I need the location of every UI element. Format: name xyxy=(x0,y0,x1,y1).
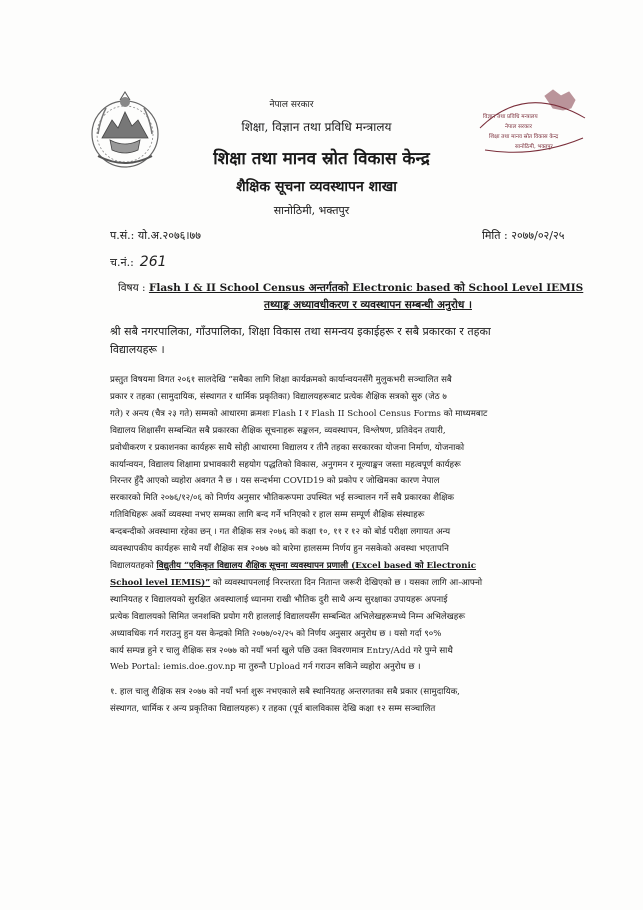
seal-text-mid: नेपाल सरकार xyxy=(505,124,532,130)
dispatch-number xyxy=(110,254,167,270)
body-text: विद्यालयतहको xyxy=(110,560,157,571)
body-line: Web Portal: iemis.doe.gov.np मा तुरुन्तै Upload गर्न गराउन सकिने व्यहोरा अनुरोध छ । xyxy=(110,662,421,673)
body-line: प्रत्येक विद्यालयको सिमित जनशक्ति प्रयोग गरी हाललाई विद्यालयसँग सम्बन्धित अभिलेखहरूमध्ये निम्न अभिलेखहरू xyxy=(110,611,465,622)
subject-text-1: Flash I & II School Census अन्तर्गतको Electronic based को School Level IEMIS xyxy=(148,282,584,294)
section-name: शैक्षिक सूचना व्यवस्थापन शाखा xyxy=(236,179,397,195)
letter-date: मिति : २०७७/०२/२५ xyxy=(482,229,565,242)
ministry-name: शिक्षा, विज्ञान तथा प्रविधि मन्त्रालय xyxy=(241,120,392,134)
body-line: कार्यान्वयन, विद्यालय शिक्षामा प्रभावकारी सहयोग पद्धतिको विकास, अनुगमन र मूल्याङ्कन जस्ता महत्वपूर्ण कार्यहरू xyxy=(110,459,461,470)
government-name: नेपाल सरकार xyxy=(269,100,314,110)
list-item-1 xyxy=(110,684,598,718)
body-line: सरकारको मिति २०७६/१२/०६ को निर्णय अनुसार भौतिकरूपमा उपस्थित भई सञ्चालन गर्ने सबै प्रकारका शैक्षिक xyxy=(110,493,454,504)
list-item-line: संस्थागत, धार्मिक र अन्य प्रकृतिका विद्यालयहरू) र तहका (पूर्व बालविकास देखि कक्षा १२ सम्म सञ्चालित xyxy=(110,703,436,714)
seal-text-bottom: शिक्षा तथा मानव स्रोत विकास केन्द्र xyxy=(489,134,559,140)
reference-number: प.सं.: यो.अ.२०७६।७७ xyxy=(110,229,201,242)
body-line: गते) र अन्त्य (चैत्र २३ गते) सम्मको आधारमा क्रमशः Flash I र Flash II School Census Forms को माध्यमबाट xyxy=(110,408,488,419)
office-location: सानोठिमी, भक्तपुर xyxy=(273,204,350,217)
office-seal-stamp xyxy=(475,88,590,158)
body-line: प्रकार र तहका (सामुदायिक, संस्थागत र धार्मिक प्रकृतिका) विद्यालयहरूबाट प्रत्येक शैक्षिक सत्रको सुरु (जेठ ७ xyxy=(110,391,447,402)
body-line: कार्य सम्पन्न हुने र चालु शैक्षिक सत्र २०७७ को नयाँ भर्ना खुले पछि उक्त विवरणमात्र Entry/Add गरे पुग्ने साथै xyxy=(110,645,453,656)
body-line xyxy=(110,558,598,575)
body-line: विद्यालय शिक्षासँग सम्बन्धित सबै प्रकारका शैक्षिक सूचनाहरू सङ्कलन, व्यवस्थापन, विश्लेषण, प्रतिवेदन तयारी, xyxy=(110,425,446,436)
dispatch-label: च.नं.: xyxy=(110,256,134,269)
subject-text-2: तथ्याङ्क अध्यावधीकरण र व्यवस्थापन सम्बन्धी अनुरोध । xyxy=(264,299,472,311)
dispatch-number-handwritten: 261 xyxy=(139,254,167,270)
body-line xyxy=(110,575,598,592)
seal-text-top: विज्ञान तथा प्रविधि मन्त्रालय xyxy=(483,114,538,120)
body-text: को व्यवस्थापनलाई निरन्तरता दिन नितान्त जरूरी देखिएको छ । यसका लागि आ-आफ्नो xyxy=(210,577,483,588)
body-line: व्यवस्थापकीय कार्यहरू साथै नयाँ शैक्षिक सत्र २०७७ को बारेमा हालसम्म निर्णय हुन नसकेको अवस्था भएतापनि xyxy=(110,544,449,555)
system-name-emphasis: विद्युतीय “एकिकृत विद्यालय शैक्षिक सूचना व्यवस्थापन प्रणाली (Excel based को Electronic xyxy=(156,560,477,571)
body-line: प्रवोधीकरण र प्रकाशनका कार्यहरू साथै सोही आधारमा विद्यालय र तीनै तहका सरकारका योजना निर्माण, योजनाको xyxy=(110,442,465,453)
body-line: स्थानियतह र विद्यालयको सुरक्षित अवस्थालाई ध्यानमा राखी भौतिक दुरी साथै अन्य सुरक्षाका उपायहरू अपनाई xyxy=(110,594,448,605)
body-paragraph xyxy=(110,372,598,676)
center-name: शिक्षा तथा मानव स्रोत विकास केन्द्र xyxy=(213,149,430,169)
addressee xyxy=(110,323,590,359)
system-name-emphasis-cont: School level IEMIS)” xyxy=(110,577,211,588)
subject-label: विषय : xyxy=(118,282,146,294)
body-line: निरन्तर हुँदै आएको व्यहोरा अवगत नै छ । यस सन्दर्भमा COVID19 को प्रकोप र जोखिमका कारण नेपाल xyxy=(110,476,440,487)
body-line: गतिविधिहरू अर्को व्यवस्था नभए सम्मका लागि बन्द गर्ने भनिएको र हाल सम्म सम्पूर्ण शैक्षिक संस्थाहरू xyxy=(110,510,425,521)
body-line: अध्यावधिक गर्न गराउनु हुन यस केन्द्रको मिति २०७७/०२/२५ को निर्णय अनुसार अनुरोध छ । यसो गर्दा ९०% xyxy=(110,628,442,639)
seal-text-place: सानोठिमी, भक्तपुर xyxy=(515,144,553,150)
list-item-line: १. हाल चालु शैक्षिक सत्र २०७७ को नयाँ भर्ना शुरू नभएकाले सबै स्थानियतह अन्तरगतका सबै प्रकार (सामुदायिक, xyxy=(110,687,460,697)
subject-line xyxy=(118,280,588,314)
body-line: प्रस्तुत विषयमा विगत २०६१ सालदेखि “सबैका लागि शिक्षा कार्यक्रमको कार्यान्वयनसँगै मुलुकभरी सञ्चालित सबै xyxy=(110,375,452,385)
addressee-line: श्री सबै नगरपालिका, गाँउपालिका, शिक्षा विकास तथा समन्वय इकाईहरू र सबै प्रकारका र तहका xyxy=(110,325,491,338)
addressee-line: विद्यालयहरू । xyxy=(110,343,165,356)
body-line: बन्दबन्दीको अवस्थामा रहेका छन् । गत शैक्षिक सत्र २०७६ को कक्षा १०, ११ र १२ को बोर्ड परीक्षा लगायत अन्य xyxy=(110,527,451,538)
